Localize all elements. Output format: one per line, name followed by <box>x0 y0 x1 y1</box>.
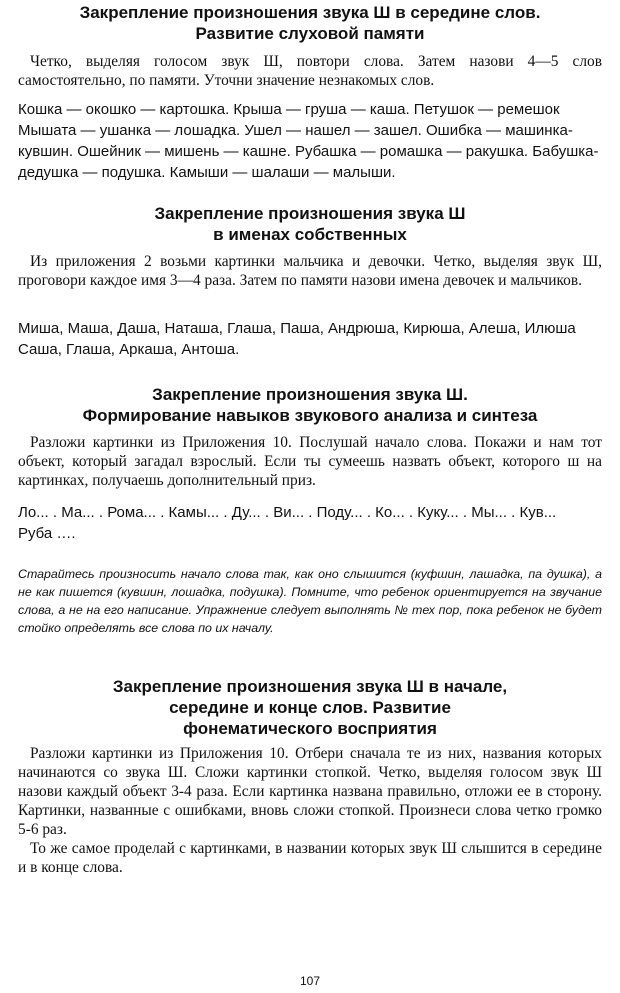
section-1-title-line-1: Закрепление произношения звука Ш в середине слов. <box>79 3 541 22</box>
section-2-name-list <box>18 318 602 360</box>
section-2-title-line-1: Закрепление произношения звука Ш <box>154 204 466 223</box>
section-1-title <box>18 2 602 44</box>
section-3-title-line-1: Закрепление произношения звука Ш. <box>152 385 468 404</box>
word-line: дедушка — подушка. Камыши — шалаши — малыши. <box>18 164 396 181</box>
section-4-title <box>18 676 602 739</box>
section-4-title-line-2: середине и конце слов. Развитие <box>169 698 451 717</box>
section-3-title-line-2: Формирование навыков звукового анализа и синтеза <box>82 406 538 425</box>
section-4-paragraph-2: То же самое проделай с картинками, в названии которых звук Ш слышится в середине и в конце слова. <box>18 840 602 876</box>
word-line: Ло... . Ма... . Рома... . Камы... . Ду... . Ви... . Поду... . Ко... . Куку... . Мы... . Кув... <box>18 504 557 521</box>
section-3-instruction: Разложи картинки из Приложения 10. Послушай начало слова. Покажи и нам тот объект, который загадал взрослый. Если ты сумеешь назвать объект, которого ш на картинках, получаешь дополнительный приз. <box>18 434 602 489</box>
section-4-title-line-1: Закрепление произношения звука Ш в начале, <box>112 677 508 696</box>
word-line: кувшин. Ошейник — мишень — кашне. Рубашка — ромашка — ракушка. Бабушка- <box>18 143 599 160</box>
page-number: 107 <box>299 974 321 988</box>
section-3-word-starts <box>18 502 602 544</box>
section-3-note: Старайтесь произносить начало слова так, как оно слышится (куфшин, лашадка, па душка), а не как пишется (кувшин, лошадка, подушка). Помните, что ребенок ориентируется на звучание слова, а не на его написание. Упражнение следует выполнять № тех пор, пока ребенок не будет стойко определять все слова по их началу. <box>18 567 602 635</box>
section-4-body <box>18 744 602 877</box>
word-line: Кошка — окошко — картошка. Крыша — груша — каша. Петушок — ремешок <box>18 101 560 118</box>
section-3-title <box>18 384 602 426</box>
word-line: Саша, Глаша, Аркаша, Антоша. <box>18 341 240 358</box>
section-2-title-line-2: в именах собственных <box>213 225 407 244</box>
section-4-paragraph-1: Разложи картинки из Приложения 10. Отбери сначала те из них, названия которых начинаются со звука Ш. Сложи картинки стопкой. Четко, выделяя голосом звук Ш назови каждый объект 3-4 раза. Если картинка названа правильно, отложи ее в сторону. Картинки, названные с ошибками, вновь сложи стопкой. Произнеси слова четко громко 5-6 раз. <box>18 745 602 838</box>
word-line: Миша, Маша, Даша, Наташа, Глаша, Паша, Андрюша, Кирюша, Алеша, Илюша <box>18 320 576 337</box>
section-1-title-line-2: Развитие слуховой памяти <box>195 24 425 43</box>
section-1-instruction: Четко, выделяя голосом звук Ш, повтори слова. Затем назови 4—5 слов самостоятельно, по памяти. Уточни значение незнакомых слов. <box>18 53 602 89</box>
word-line: Руба …. <box>18 525 76 542</box>
section-2-instruction: Из приложения 2 возьми картинки мальчика и девочки. Четко, выделяя звук Ш, проговори каждое имя 3—4 раза. Затем по памяти назови имена девочек и мальчиков. <box>18 253 602 289</box>
word-line: Мышата — ушанка — лошадка. Ушел — нашел — зашел. Ошибка — машинка- <box>18 122 573 139</box>
section-2-title <box>18 203 602 245</box>
section-1-word-list <box>18 99 602 183</box>
section-4-title-line-3: фонематического восприятия <box>183 719 437 738</box>
